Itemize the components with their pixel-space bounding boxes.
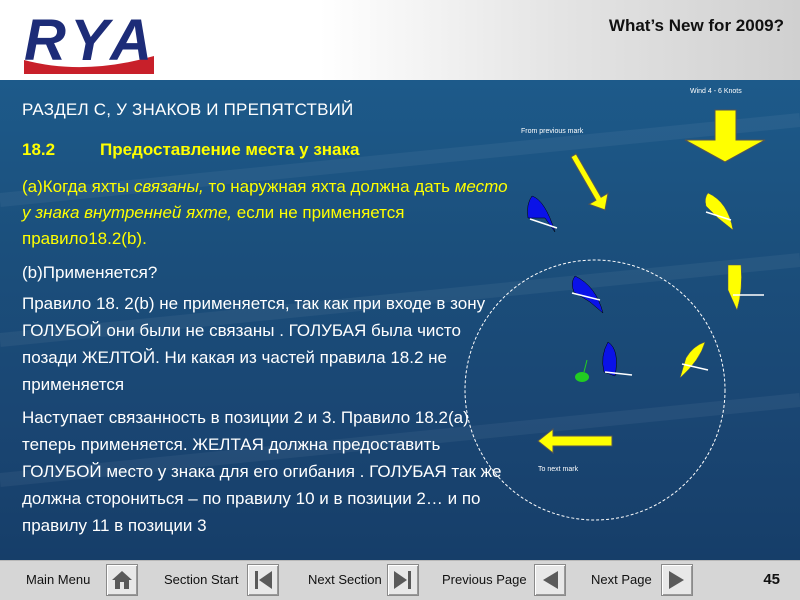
next-section-label: Next Section [308,572,382,587]
skip-start-icon [251,568,275,592]
slide-content [0,80,800,560]
section-start-label: Section Start [164,572,239,587]
skip-end-icon [391,568,415,592]
triangle-left-icon [538,568,562,592]
paragraph-c: Правило 18. 2(b) не применяется, так как при входе в зону ГОЛУБОЙ они были не связаны . ГОЛУБАЯ была чисто позади ЖЕЛТОЙ. Ни какая из частей правила 18.2 не применяется [22,294,486,394]
to-label: To next mark [538,466,579,473]
section-heading: РАЗДЕЛ С, У ЗНАКОВ И ПРЕПЯТСТВИЙ [22,100,354,119]
footer-nav [0,560,800,600]
mark-flag [584,360,587,372]
rule-title: Предоставление места у знака [100,140,360,159]
wind-arrow [685,110,765,162]
yellow-boat-3 [680,342,705,378]
paragraph-d: Наступает связанность в позиции 2 и 3. Правило 18.2(а) теперь применяется. ЖЕЛТАЯ должна предоставить ГОЛУБОЙ место у знака для его огибания . ГОЛУБАЯ так же должна сторониться – по правилу 10 и в позиции 2… и по правилу 11 в позиции 3 [22,408,502,535]
to-arrow [538,429,612,453]
next-section-button[interactable] [387,564,419,596]
page-title: What’s New for 2009? [608,16,784,35]
section-start-button[interactable] [247,564,279,596]
triangle-right-icon [665,568,689,592]
previous-page-label: Previous Page [442,572,527,587]
paragraph-a: (a)Когда яхты связаны, то наружная яхта должна дать место у знака внутренней яхте, если не применяется правило18.2(b). [22,177,508,248]
from-label: From previous mark [521,128,584,135]
page-number: 45 [763,571,780,588]
blue-boat-3 [603,342,617,376]
rya-logo [24,10,154,74]
previous-page-button[interactable] [534,564,566,596]
main-menu-button[interactable] [106,564,138,596]
mark [575,372,589,382]
rule-heading [22,140,359,160]
yellow-boat-2 [728,265,742,310]
wind-label: Wind 4 - 6 Knots [690,88,742,95]
from-arrow [564,150,615,216]
next-page-button[interactable] [661,564,693,596]
rule-number: 18.2 [22,140,56,159]
header [0,0,800,80]
next-page-label: Next Page [591,572,652,587]
logo-text: RYA [24,10,152,73]
mark-rounding-diagram [455,80,800,560]
yellow-boat-1 [705,193,733,230]
main-menu-label: Main Menu [26,572,91,587]
paragraph-b: (b)Применяется? [22,263,158,282]
home-icon [110,568,134,592]
